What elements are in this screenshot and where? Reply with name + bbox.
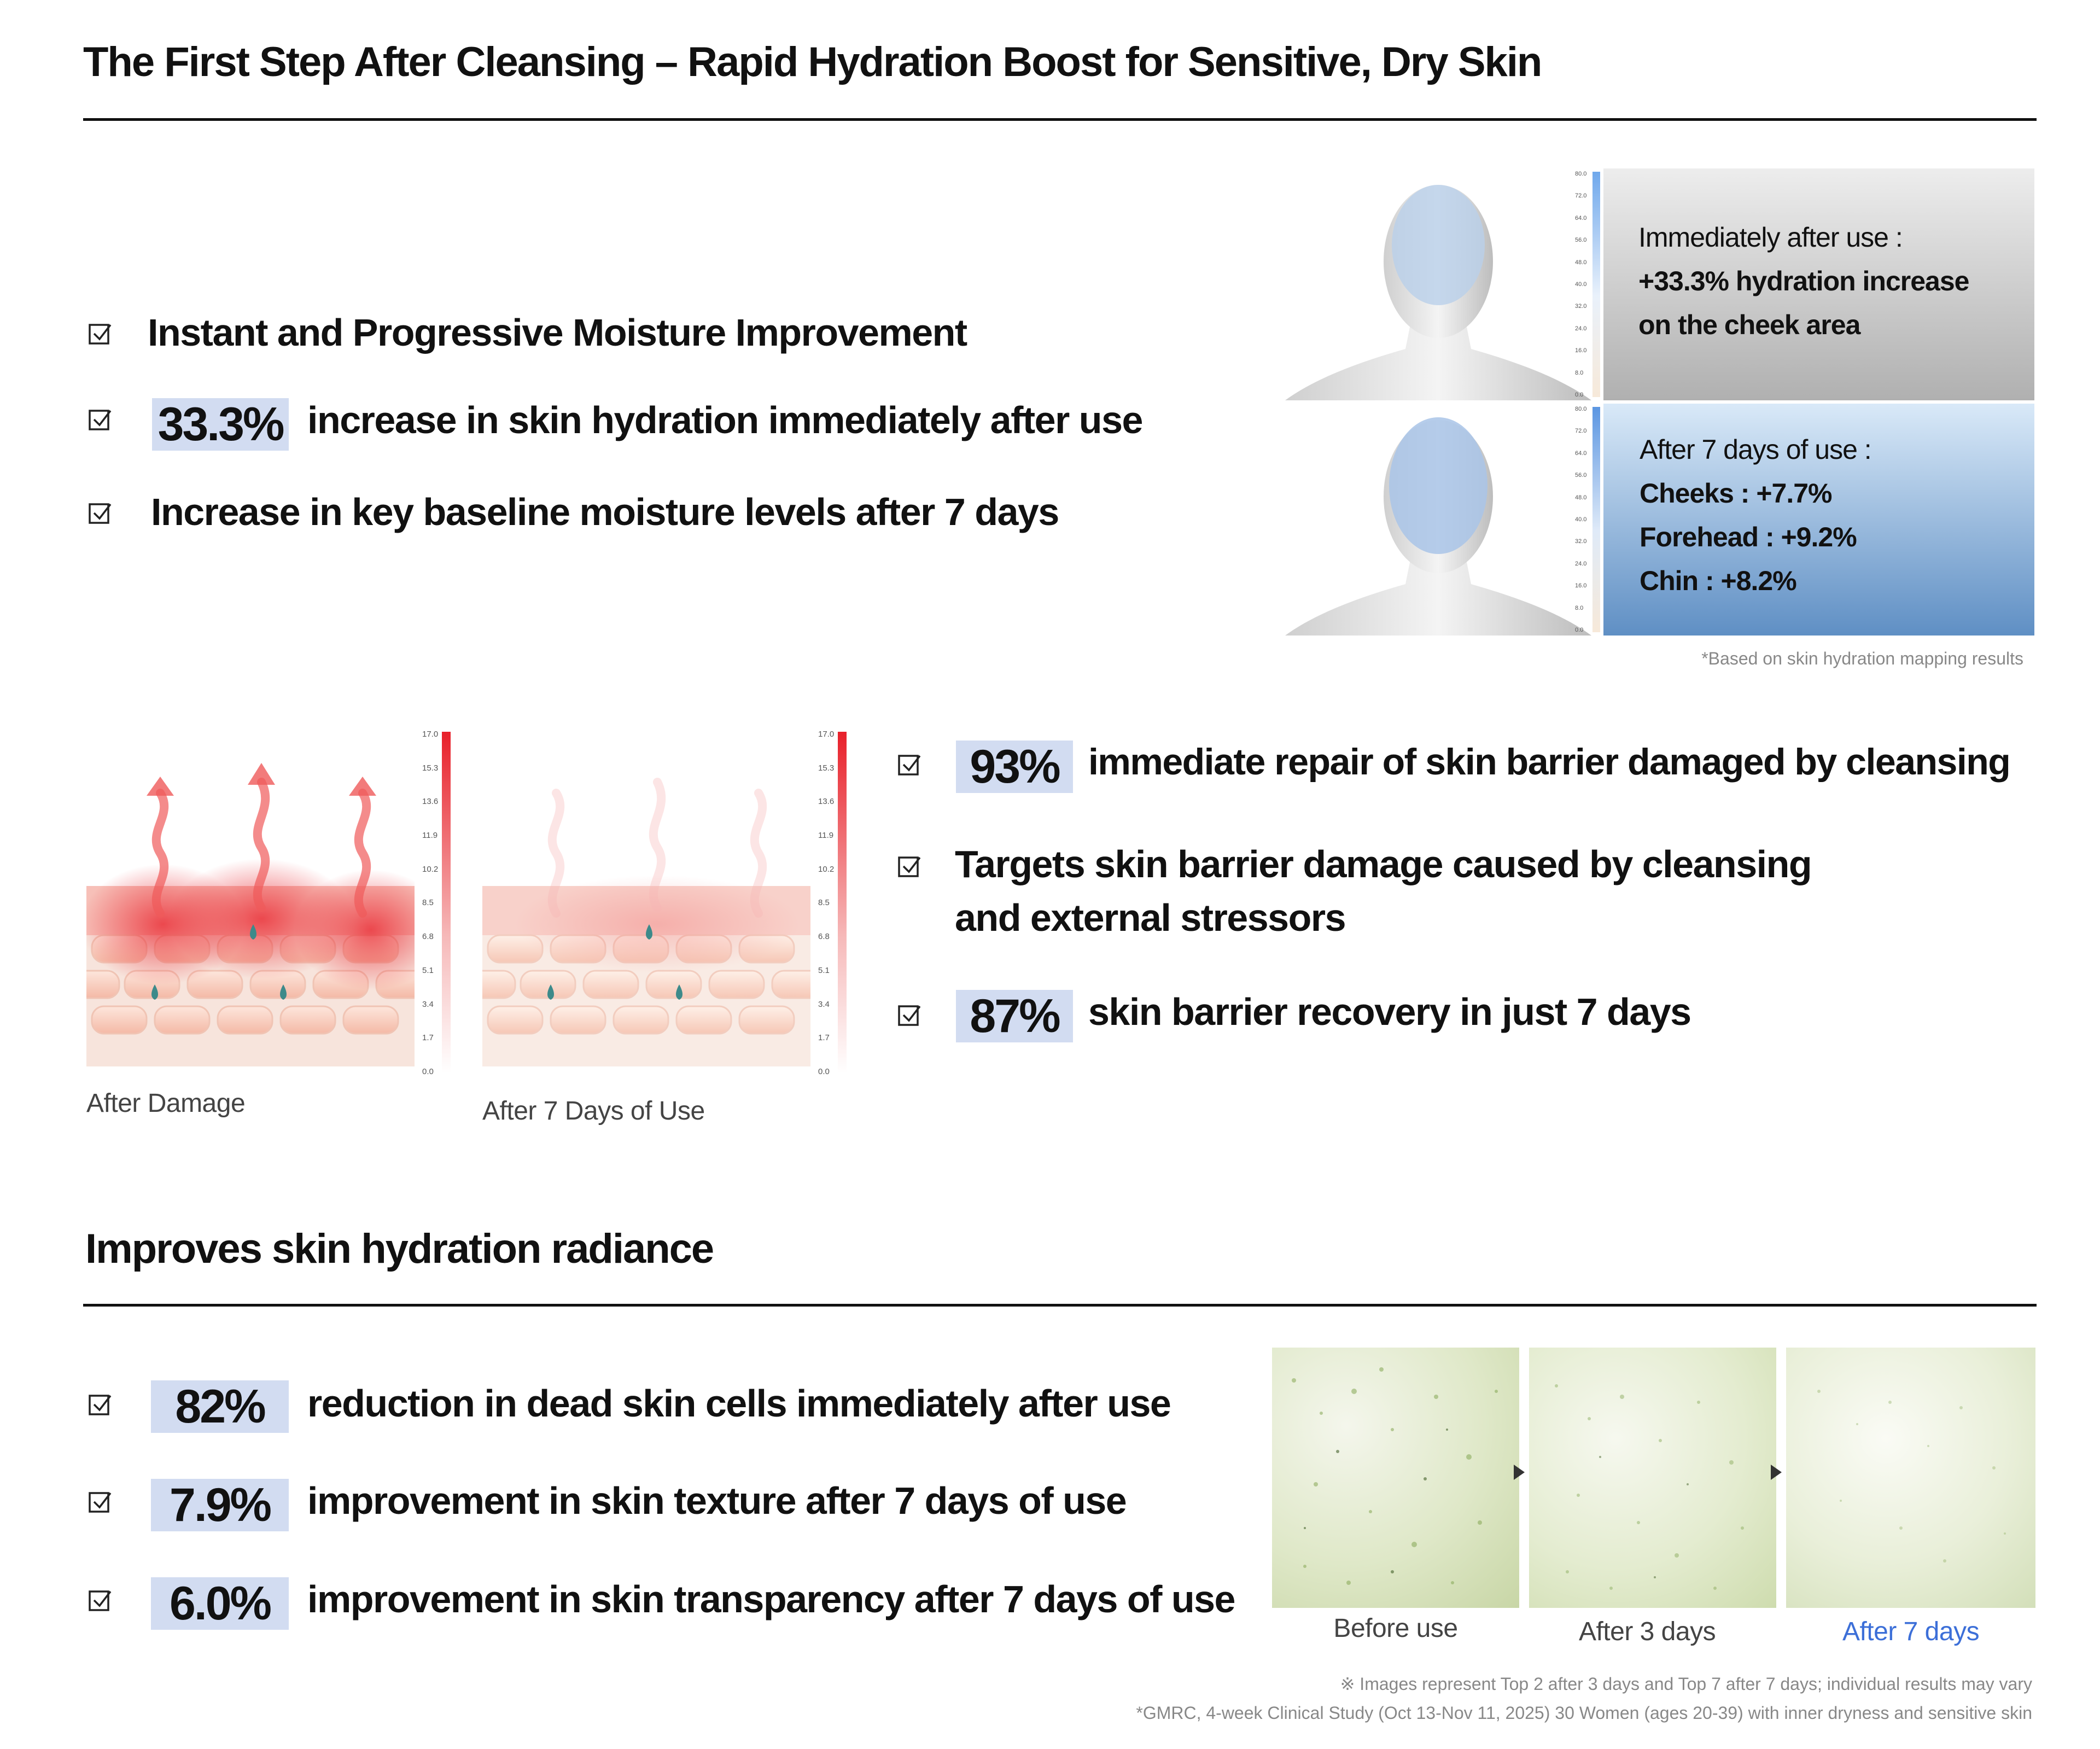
title-divider	[83, 118, 2037, 121]
info-text-7days	[1640, 428, 1871, 603]
info-text-immediate	[1638, 215, 1969, 347]
scale-label: 80.0	[1575, 171, 1587, 177]
skin-texture	[1272, 1348, 1519, 1608]
hydration-map-7days	[1285, 404, 2034, 636]
scale-label: 3.4	[422, 999, 434, 1009]
scale-label: 40.0	[1575, 281, 1587, 288]
checkbox-icon	[897, 1003, 922, 1028]
scale-label: 48.0	[1575, 494, 1587, 501]
face-illustration	[1285, 404, 1591, 636]
scale-label: 16.0	[1575, 347, 1587, 354]
feature-moisture-improvement: Instant and Progressive Moisture Improvement	[148, 311, 967, 354]
checkbox-icon	[88, 1490, 113, 1515]
scale-label: 0.0	[422, 1066, 434, 1076]
hydration-map-immediate	[1285, 168, 2034, 400]
scale-label: 5.1	[818, 965, 830, 975]
hydration-scale-bar	[1592, 172, 1600, 397]
page-title: The First Step After Cleansing – Rapid Hydration Boost for Sensitive, Dry Skin	[83, 39, 1542, 85]
feature-barrier-targets: Targets skin barrier damage caused by cleansing	[955, 843, 1812, 885]
scale-label: 17.0	[422, 730, 439, 739]
scale-labels	[1575, 406, 1591, 633]
scale-label: 40.0	[1575, 516, 1587, 523]
scale-label: 16.0	[1575, 582, 1587, 590]
scale-label: 0.0	[1575, 391, 1584, 398]
face-illustration	[1285, 168, 1591, 400]
info-line: Chin : +8.2%	[1640, 565, 1796, 596]
checkbox-icon	[88, 501, 113, 526]
scale-label: 8.5	[422, 898, 434, 908]
checkbox-icon	[897, 753, 922, 778]
stat-highlight: 33.3%	[152, 398, 289, 451]
info-label: Immediately after use :	[1638, 222, 1903, 253]
scale-label: 80.0	[1575, 406, 1587, 412]
info-label: After 7 days of use :	[1640, 434, 1871, 465]
scale-label: 6.8	[422, 932, 434, 942]
scale-label: 15.3	[818, 763, 835, 773]
scale-label: 11.9	[422, 831, 438, 841]
scale-label: 56.0	[1575, 472, 1587, 479]
scale-label: 15.3	[422, 763, 439, 773]
skin-photo-7-days	[1786, 1348, 2035, 1608]
barrier-scale-labels	[422, 730, 441, 1076]
scale-label: 8.0	[1575, 604, 1584, 611]
scale-label: 72.0	[1575, 193, 1587, 200]
caption-after-damage: After Damage	[86, 1089, 246, 1118]
scale-label: 48.0	[1575, 259, 1587, 266]
scale-label: 32.0	[1575, 538, 1587, 545]
feature-barrier-targets-line2: and external stressors	[955, 896, 1346, 939]
study-footnote: *GMRC, 4-week Clinical Study (Oct 13-Nov 11, 2025) 30 Women (ages 20-39) with inner dryness and sensitive skin	[1136, 1703, 2032, 1723]
info-line: Cheeks : +7.7%	[1640, 478, 1832, 509]
scale-label: 32.0	[1575, 303, 1587, 310]
feature-barrier-recovery: skin barrier recovery in just 7 days	[1088, 990, 1691, 1033]
checkbox-icon	[88, 322, 113, 347]
scale-label: 17.0	[818, 730, 835, 739]
scale-label: 13.6	[818, 797, 835, 807]
skin-barrier-damaged-illustration	[86, 727, 415, 1077]
scale-label: 8.5	[818, 898, 830, 908]
scale-label: 64.0	[1575, 214, 1587, 221]
scale-labels	[1575, 171, 1591, 398]
scale-label: 1.7	[422, 1033, 434, 1043]
skin-photo-3-days	[1529, 1348, 1776, 1608]
scale-label: 72.0	[1575, 428, 1587, 435]
skin-texture	[1529, 1348, 1776, 1608]
checkbox-icon	[88, 1392, 113, 1418]
info-line: on the cheek area	[1638, 310, 1860, 340]
feature-barrier-repair: immediate repair of skin barrier damaged by cleansing	[1088, 741, 2010, 783]
arrow-right-icon	[1771, 1465, 1782, 1480]
skin-barrier-recovered-illustration	[482, 727, 810, 1077]
feature-texture: improvement in skin texture after 7 days of use	[307, 1479, 1127, 1522]
checkbox-icon	[897, 854, 922, 879]
barrier-scale-bar	[838, 732, 847, 1073]
scale-label: 0.0	[1575, 626, 1584, 633]
stat-highlight: 93%	[956, 741, 1073, 793]
barrier-scale-labels	[818, 730, 837, 1076]
scale-label: 8.0	[1575, 369, 1584, 376]
skin-texture	[1786, 1348, 2035, 1608]
image-disclaimer-note: ※ Images represent Top 2 after 3 days and Top 7 after 7 days; individual results may vary	[1340, 1674, 2032, 1694]
barrier-scale-bar	[442, 732, 451, 1073]
section-divider	[83, 1304, 2037, 1307]
checkbox-icon	[88, 407, 113, 433]
scale-label: 24.0	[1575, 325, 1587, 332]
scale-label: 6.8	[818, 932, 830, 942]
stat-highlight: 6.0%	[151, 1577, 289, 1630]
caption-after-3-days: After 3 days	[1578, 1617, 1716, 1646]
checkbox-icon	[88, 1588, 113, 1613]
caption-after-7-days: After 7 Days of Use	[482, 1097, 705, 1126]
scale-label: 3.4	[818, 999, 830, 1009]
skin-photo-before	[1272, 1348, 1519, 1608]
scale-label: 10.2	[422, 864, 439, 874]
scale-label: 13.6	[422, 797, 439, 807]
stat-highlight: 82%	[151, 1380, 289, 1433]
feature-baseline-moisture: Increase in key baseline moisture levels after 7 days	[151, 491, 1059, 533]
caption-after-7-days: After 7 days	[1842, 1617, 1980, 1646]
scale-label: 64.0	[1575, 450, 1587, 457]
section-title: Improves skin hydration radiance	[85, 1226, 714, 1272]
scale-label: 1.7	[818, 1033, 830, 1043]
scale-label: 10.2	[818, 864, 835, 874]
scale-label: 56.0	[1575, 237, 1587, 244]
feature-hydration-increase: increase in skin hydration immediately after use	[307, 399, 1142, 441]
scale-label: 11.9	[818, 831, 834, 841]
arrow-right-icon	[1514, 1465, 1525, 1480]
caption-before-use: Before use	[1333, 1614, 1458, 1643]
feature-dead-skin: reduction in dead skin cells immediately after use	[307, 1382, 1171, 1425]
scale-label: 5.1	[422, 965, 434, 975]
scale-label: 24.0	[1575, 560, 1587, 567]
info-line: Forehead : +9.2%	[1640, 522, 1857, 552]
info-line: +33.3% hydration increase	[1638, 266, 1969, 296]
feature-transparency: improvement in skin transparency after 7 days of use	[307, 1578, 1235, 1620]
scale-label: 0.0	[818, 1066, 830, 1076]
stat-highlight: 87%	[956, 990, 1073, 1042]
hydration-map-note: *Based on skin hydration mapping results	[1701, 649, 2023, 668]
stat-highlight: 7.9%	[151, 1479, 289, 1531]
hydration-scale-bar	[1592, 407, 1600, 632]
